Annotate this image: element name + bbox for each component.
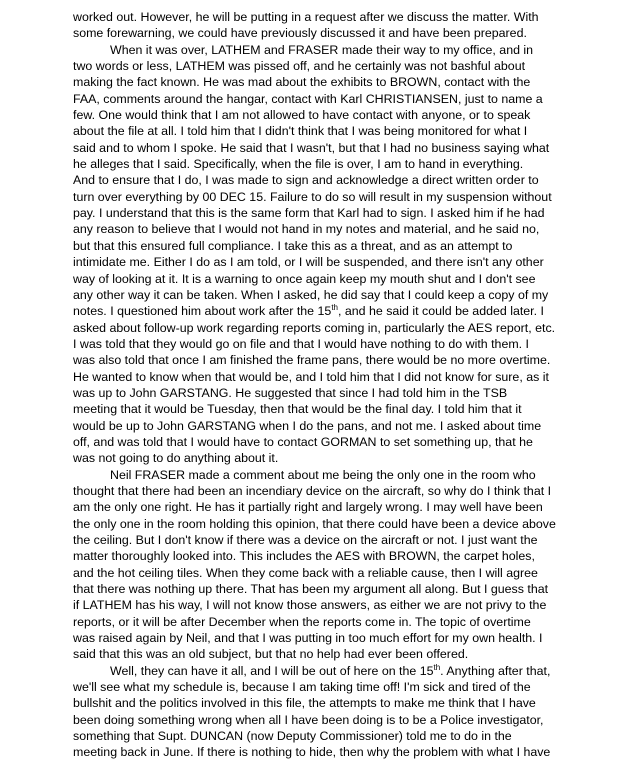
text-line-content: Well, they can have it all, and I will be out of here on the 15	[110, 663, 434, 678]
text-line-content: was also told that once I am finished the frame pans, there would be no more overtime.	[73, 353, 551, 368]
text-line-content: he alleges that I said. Specifically, when the file is over, I am to hand in everything.	[73, 157, 524, 172]
text-line-content: notes. I questioned him about work after the 15	[73, 304, 332, 319]
text-line	[73, 483, 573, 499]
text-line-content: pay. I understand that this is the same form that Karl had to sign. I asked him if he had	[73, 206, 545, 221]
text-line	[73, 42, 573, 58]
text-line	[73, 401, 573, 417]
text-line-content: was not going to do anything about it.	[73, 451, 279, 466]
text-line	[73, 303, 573, 319]
text-line-content: bullshit and the politics involved in this file, the attempts to make me think that I have	[73, 696, 536, 711]
text-line	[73, 369, 573, 385]
text-line	[73, 156, 573, 172]
text-line-content: we'll see what my schedule is, because I am taking time off! I'm sick and tired of the	[73, 680, 531, 695]
text-line	[73, 467, 573, 483]
text-line-content: few. One would think that I am not allowed to have contact with anyone, or to speak	[73, 108, 531, 123]
text-line	[73, 287, 573, 303]
text-line	[73, 140, 573, 156]
text-line-content: but that this ensured full compliance. I take this as a threat, and as an attempt to	[73, 238, 513, 253]
text-line-continuation: , and he said it could be added later. I	[337, 304, 544, 319]
text-line	[73, 221, 573, 237]
text-line	[73, 25, 573, 41]
text-line-content: making the fact known. He was mad about the exhibits to BROWN, contact with the	[73, 75, 531, 90]
text-line-content: way of looking at it. It is a warning to once again keep my mouth shut and I don't see	[73, 271, 536, 286]
text-line	[73, 434, 573, 450]
document-body	[73, 9, 573, 761]
text-line-content: off, and was told that I would have to contact GORMAN to set something up, that he	[73, 434, 533, 449]
text-line	[73, 336, 573, 352]
text-line-content: FAA, comments around the hangar, contact with Karl CHRISTIANSEN, just to name a	[73, 91, 543, 106]
text-line	[73, 74, 573, 90]
text-line	[73, 91, 573, 107]
text-line-content: said and to whom I spoke. He said that I wasn't, but that I had no business saying what	[73, 140, 550, 155]
text-line	[73, 107, 573, 123]
text-line	[73, 9, 573, 25]
text-line	[73, 712, 573, 728]
text-line	[73, 744, 573, 760]
text-line-content: been doing something wrong when all I have been doing is to be a Police investigator,	[73, 712, 544, 727]
text-line	[73, 271, 573, 287]
text-line-content: intimidate me. Either I do as I am told, or I will be suspended, and there isn't any other	[73, 255, 544, 270]
text-line	[73, 58, 573, 74]
text-line-content: Neil FRASER made a comment about me being the only one in the room who	[110, 467, 536, 482]
text-line-content: any other way it can be taken. When I asked, he did say that I could keep a copy of my	[73, 287, 549, 302]
text-line	[73, 532, 573, 548]
text-line	[73, 548, 573, 564]
text-line-content: if LATHEM has his way, I will not know those answers, as either we are not privy to the	[73, 598, 547, 613]
text-line	[73, 172, 573, 188]
text-line-content: the ceiling. But I don't know if there was a device on the aircraft or not. I just want the	[73, 533, 538, 547]
text-line-content: was raised again by Neil, and that I was putting in too much effort for my own health. I	[73, 631, 543, 646]
text-line	[73, 254, 573, 270]
text-line	[73, 205, 573, 221]
text-line-content: thought that there had been an incendiary device on the aircraft, so why do I think that I	[73, 483, 552, 498]
text-line-content: some forewarning, we could have previously discussed it and have been prepared.	[73, 26, 527, 41]
ordinal-superscript: th	[433, 662, 441, 672]
text-line-content: and the hot ceiling tiles. When they come back with a reliable cause, then I will agree	[73, 565, 538, 580]
text-line	[73, 450, 573, 466]
text-line	[73, 581, 573, 597]
text-line-continuation: . Anything after that,	[440, 663, 551, 678]
text-line-content: When it was over, LATHEM and FRASER made their way to my office, and in	[110, 42, 534, 57]
text-line-content: turn over everything by 00 DEC 15. Failure to do so will result in my suspension without	[73, 189, 552, 204]
text-line	[73, 499, 573, 515]
text-line-content: the only one in the room holding this opinion, that there could have been a device above	[73, 516, 556, 531]
text-line-content: am the only one right. He has it partially right and largely wrong. I may well have been	[73, 500, 543, 515]
text-line-content: any reason to believe that I would not hand in my notes and material, and he said no,	[73, 222, 540, 237]
text-line	[73, 663, 573, 679]
text-line	[73, 516, 573, 532]
text-line	[73, 352, 573, 368]
text-line-content: He wanted to know when that would be, and I told him that I did not know for sure, as it	[73, 369, 549, 384]
text-line-content: would be up to John GARSTANG when I do the pans, and not me. I asked about time	[73, 418, 542, 433]
text-line-content: reports, or it will be after December when the reports come in. The topic of overtime	[73, 614, 531, 629]
text-line	[73, 679, 573, 695]
text-line-content: two words or less, LATHEM was pissed off, and he certainly was not bashful about	[73, 59, 526, 74]
text-line-content: And to ensure that I do, I was made to sign and acknowledge a direct written order to	[73, 173, 539, 188]
text-line	[73, 646, 573, 662]
text-line	[73, 418, 573, 434]
text-line	[73, 238, 573, 254]
text-line	[73, 385, 573, 401]
text-line	[73, 597, 573, 613]
text-line-content: matter thoroughly looked into. This includes the AES with BROWN, the carpet holes,	[73, 549, 535, 564]
text-line	[73, 630, 573, 646]
text-line	[73, 695, 573, 711]
text-line-content: worked out. However, he will be putting in a request after we discuss the matter. With	[73, 10, 539, 24]
text-line	[73, 728, 573, 744]
text-line-content: asked about follow-up work regarding reports coming in, particularly the AES report, etc.	[73, 320, 556, 335]
text-line-content: said that this was an old subject, but that no help had ever been offered.	[73, 647, 469, 662]
ordinal-superscript: th	[331, 303, 338, 313]
text-line	[73, 189, 573, 205]
text-line	[73, 614, 573, 630]
text-line	[73, 320, 573, 336]
text-line	[73, 565, 573, 581]
text-line-content: I was told that they would go on file and that I would have nothing to do with them. I	[73, 336, 529, 351]
text-line-content: meeting back in June. If there is nothing to hide, then why the problem with what I have	[73, 745, 551, 760]
text-line-content: something that Supt. DUNCAN (now Deputy Commissioner) told me to do in the	[73, 729, 512, 744]
text-line-content: about the file at all. I told him that I didn't think that I was being monitored for what I	[73, 124, 528, 139]
text-line	[73, 123, 573, 139]
text-line-content: was up to John GARSTANG. He suggested that since I had told him in the TSB	[73, 385, 508, 400]
text-line-content: that there was nothing up there. That has been my argument all along. But I guess that	[73, 582, 549, 597]
text-line-content: meeting that it would be Tuesday, then that would be the final day. I told him that it	[73, 402, 522, 417]
